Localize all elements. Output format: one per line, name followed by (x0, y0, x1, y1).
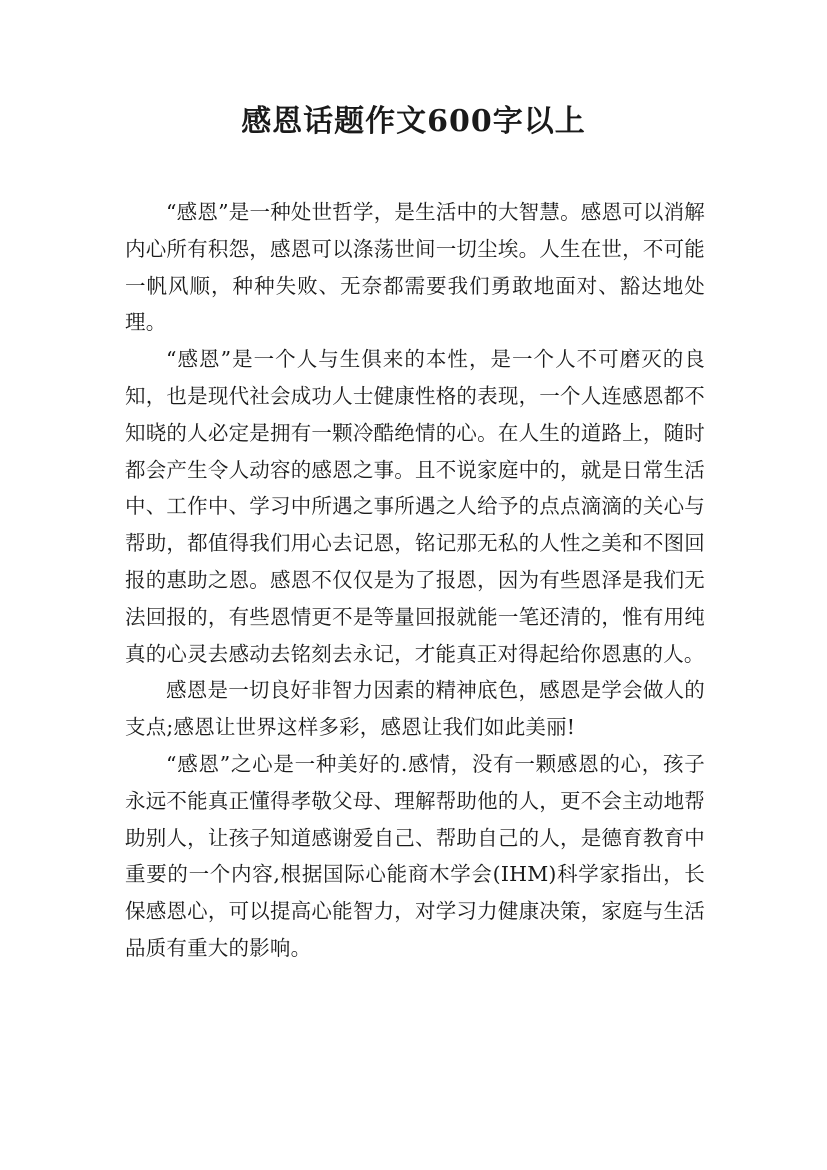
paragraph-2: “感恩”是一个人与生俱来的本性，是一个人不可磨灭的良知，也是现代社会成功人士健康性格的表现，一个人连感恩都不知晓的人必定是拥有一颗冷酷绝情的心。在人生的道路上，随时都会产生令人动容的感恩之事。且不说家庭中的，就是日常生活中、工作中、学习中所遇之事所遇之人给予的点点滴滴的关心与帮助，都值得我们用心去记恩，铭记那无私的人性之美和不图回报的惠助之恩。感恩不仅仅是为了报恩，因为有些恩泽是我们无法回报的，有些恩情更不是等量回报就能一笔还清的，惟有用纯真的心灵去感动去铭刻去永记，才能真正对得起给你恩惠的人。 (125, 347, 705, 666)
paragraph-3: 感恩是一切良好非智力因素的精神底色，感恩是学会做人的支点;感恩让世界这样多彩，感恩让我们如此美丽! (125, 678, 705, 740)
paragraph-1: “感恩”是一种处世哲学，是生活中的大智慧。感恩可以消解内心所有积怨，感恩可以涤荡世间一切尘埃。人生在世，不可能一帆风顺，种种失败、无奈都需要我们勇敢地面对、豁达地处理。 (125, 200, 705, 335)
document-title: 感恩话题作文600字以上 (241, 104, 586, 139)
document-body (125, 194, 705, 967)
paragraph-4: “感恩”之心是一种美好的.感情，没有一颗感恩的心，孩子永远不能真正懂得孝敬父母、理解帮助他的人，更不会主动地帮助别人，让孩子知道感谢爱自己、帮助自己的人，是德育教育中重要的一个内容,根据国际心能商木学会(IHM)科学家指出，长保感恩心，可以提高心能智力，对学习力健康决策，家庭与生活品质有重大的影响。 (125, 751, 705, 960)
